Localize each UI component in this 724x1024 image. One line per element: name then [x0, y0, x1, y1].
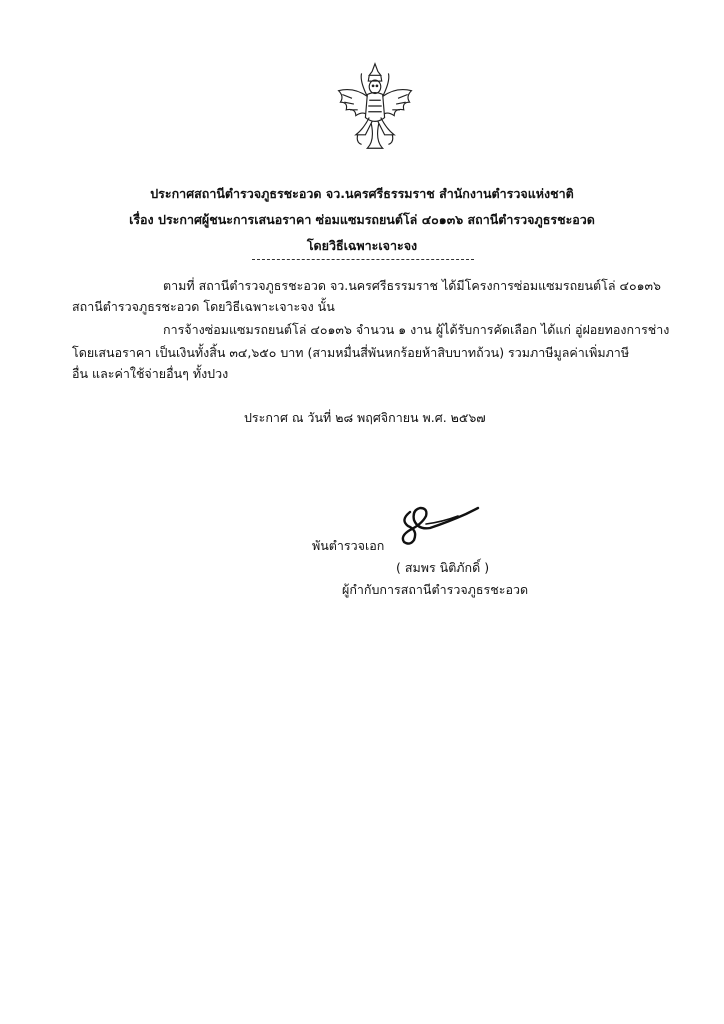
paragraph-2-line-3: อื่น และค่าใช้จ่ายอื่นๆ ทั้งปวง [72, 366, 229, 381]
garuda-emblem-icon [327, 58, 423, 154]
paragraph-2-line-2: โดยเสนอราคา เป็นเงินทั้งสิ้น ๓๔,๖๕๐ บาท (สามหมื่นสี่พันหกร้อยห้าสิบบาทถ้วน) รวมภาษีมูลค่าเพิ่มภาษี [72, 345, 630, 360]
paragraph-1-line-2: สถานีตำรวจภูธรชะอวด โดยวิธีเฉพาะเจาะจง นั้น [72, 299, 335, 314]
signer-position: ผู้กำกับการสถานีตำรวจภูธรชะอวด [342, 582, 529, 597]
announcement-subject: เรื่อง ประกาศผู้ชนะการเสนอราคา ซ่อมแซมรถยนต์โล่ ๔๐๑๓๖ สถานีตำรวจภูธรชะอวด [129, 212, 595, 227]
header-divider [252, 259, 474, 260]
announcement-title: ประกาศสถานีตำรวจภูธรชะอวด จว.นครศรีธรรมราช สำนักงานตำรวจแห่งชาติ [150, 186, 574, 201]
signer-rank: พันตำรวจเอก [312, 538, 385, 553]
paragraph-1-line-1: ตามที่ สถานีตำรวจภูธรชะอวด จว.นครศรีธรรมราช ได้มีโครงการซ่อมแซมรถยนต์โล่ ๔๐๑๓๖ [163, 278, 661, 293]
signer-name: ( สมพร นิติภักดิ์ ) [396, 560, 490, 575]
announcement-date: ประกาศ ณ วันที่ ๒๘ พฤศจิกายน พ.ศ. ๒๕๖๗ [244, 410, 486, 425]
announcement-method: โดยวิธีเฉพาะเจาะจง [306, 238, 418, 253]
paragraph-2-line-1: การจ้างซ่อมแซมรถยนต์โล่ ๔๐๑๓๖ จำนวน ๑ งาน ผู้ได้รับการคัดเลือก ได้แก่ อู่ฝอยทองการช่าง [163, 322, 670, 337]
signature-image [396, 500, 482, 548]
